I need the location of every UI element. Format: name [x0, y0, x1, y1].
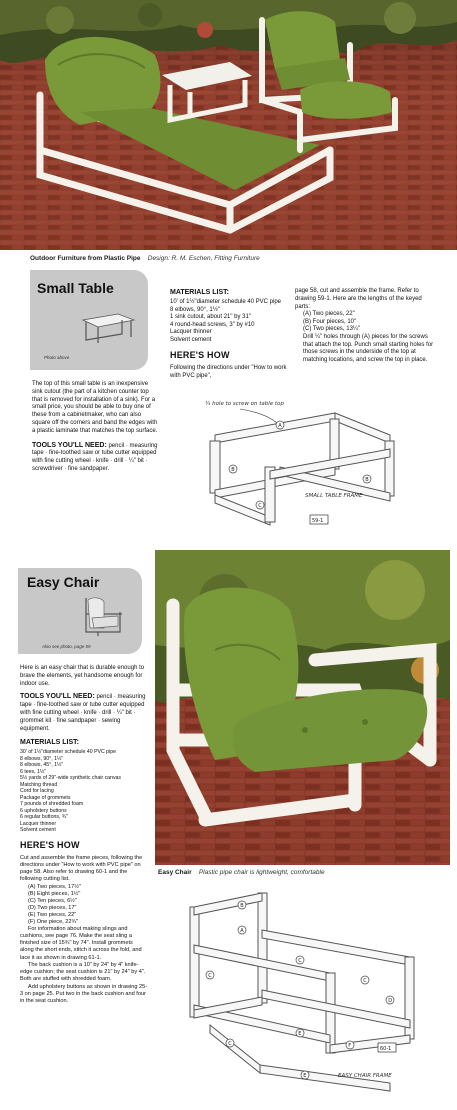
svg-text:E: E: [303, 1073, 307, 1079]
svg-text:B: B: [365, 477, 369, 483]
easy-chair-frame-drawing: [150, 885, 450, 1100]
small-table-howto-cont-text: page 58, cut and assemble the frame. Refer to drawing 59-1. Here are the lengths of the keyed parts:: [295, 288, 422, 310]
small-table-materials-heading: MATERIALS LIST:: [170, 289, 229, 296]
small-table-howto-heading: HERE'S HOW: [170, 350, 230, 361]
list-item: 6 tees, 1½": [20, 768, 47, 775]
easy-chair-materials-heading: MATERIALS LIST:: [20, 739, 79, 747]
list-item: Package of grommets: [20, 794, 71, 801]
easy-chair-howto-heading: HERE'S HOW: [20, 839, 80, 850]
svg-text:C: C: [298, 958, 302, 964]
easy-chair-photo-note: Also see photo, page 59: [42, 644, 91, 649]
easy-chair-tools-heading: TOOLS YOU'LL NEED:: [20, 693, 95, 701]
easy-chair-caption-title: Easy Chair: [158, 869, 192, 876]
small-table-drawing-label: SMALL TABLE FRAME: [305, 493, 363, 499]
svg-text:E: E: [298, 1031, 302, 1037]
easy-chair-drawing-number: 60-1: [380, 1046, 392, 1052]
svg-text:D: D: [388, 998, 393, 1004]
small-table-title: Small Table: [37, 280, 114, 296]
list-item: 7 pounds of shredded foam: [20, 801, 84, 808]
small-table-howto-intro: Following the directions under "How to work with PVC pipe",: [170, 364, 287, 379]
list-item: 4 round-head screws, 3" by #10: [170, 321, 255, 328]
easy-chair-tools-text: pencil · measuring tape · fine-toothed saw or tube cutter equipped with fine cutting wheel · knife · drill · ¼" bit · grommet kit · fine sandpaper · sewing equipment.: [20, 694, 146, 732]
small-table-howto-end: Drill ¼" holes through (A) pieces for the screws that attach the top. Punch small starting holes for those screws in the underside of the top at matching locations, and screw the top in place.: [303, 333, 434, 364]
easy-chair-materials-list: [20, 749, 148, 834]
easy-chair-thumbnail-icon: [80, 592, 130, 638]
small-table-title-box: [30, 270, 148, 370]
svg-text:C: C: [363, 978, 367, 984]
svg-text:B: B: [231, 467, 235, 473]
easy-chair-text: [20, 665, 148, 1006]
list-item: 8 elbows, 90°, 1½": [170, 306, 220, 313]
list-item: (C) Two pieces, 13¼": [303, 326, 361, 333]
list-item: 5½ yards of 29"-wide synthetic chair canvas: [20, 775, 122, 782]
easy-chair-title: Easy Chair: [27, 574, 100, 590]
svg-text:C: C: [208, 973, 212, 979]
list-item: 6 regular buttons, ¾": [20, 814, 68, 821]
hero-caption-title: Outdoor Furniture from Plastic Pipe: [30, 255, 141, 262]
hero-caption-credit: Design: R. M. Eschen, Fitting Furniture: [147, 255, 260, 262]
hero-caption: [30, 255, 450, 263]
svg-text:B: B: [240, 903, 244, 909]
small-table-drawing-number: 59-1: [312, 518, 324, 524]
easy-chair-howto-p2: For information about making slings and cushions, see page 76. Make the seat sling a finished size of 15¾" by 74". Install grommets along the short ends, stitch it across the fold, and lace it as shown in drawing 61-1.: [20, 925, 142, 961]
svg-text:A: A: [240, 928, 244, 934]
easy-chair-caption-text: Plastic pipe chair is lightweight, comfortable: [198, 869, 325, 876]
small-table-tools-heading: TOOLS YOU'LL NEED:: [32, 441, 107, 449]
list-item: Lacquer thinner: [20, 820, 57, 827]
small-table-intro-text: The top of this small table is an inexpensive sink cutout (the part of a kitchen counter top that is removed for installation of a sink). For a small price, you should be able to buy one of these from a cabinetmaker, who can also square off the corners and band the edges with a plastic laminate that matches the top surface.: [32, 381, 158, 434]
easy-chair-howto-intro: Cut and assemble the frame pieces, following the directions under "How to work with PVC pipe" on page 58. Also refer to drawing 60-1 and the following cutting list.: [20, 854, 143, 883]
list-item: 8 elbows, 45°, 1½": [20, 762, 64, 769]
small-table-materials: [170, 288, 288, 380]
small-table-drawing-note: ¼ hole to screw on table top: [205, 401, 284, 407]
small-table-tools-text: pencil · measuring tape · fine-toothed saw or tube cutter equipped with fine cutting wheel · knife · drill · ¼" bit · screwdriver · fine sandpaper.: [32, 442, 158, 472]
easy-chair-photo: [155, 550, 450, 865]
list-item: Solvent cement: [20, 827, 56, 834]
list-item: (D) Two pieces, 17": [28, 904, 77, 911]
list-item: Matching thread: [20, 781, 58, 788]
hero-photo: [0, 0, 457, 250]
svg-text:A: A: [278, 423, 282, 429]
svg-text:C: C: [258, 503, 262, 509]
easy-chair-howto-p3: The back cushion is a 10" by 24" by 4" knife-edge cushion; the seat cushion is 21" by 24" by 4". Both are stuffed with shredded foam.: [20, 961, 146, 983]
list-item: Solvent cement: [170, 336, 212, 343]
list-item: 10' of 1½"diameter schedule 40 PVC pipe: [170, 299, 282, 306]
easy-chair-intro: Here is an easy chair that is durable enough to brave the elements, yet handsome enough for indoor use.: [20, 665, 145, 687]
svg-text:F: F: [348, 1043, 352, 1049]
list-item: (E) Two pieces, 22": [28, 911, 77, 918]
list-item: Cord for lacing: [20, 788, 54, 795]
list-item: 8 elbows, 90°, 1½": [20, 755, 64, 762]
list-item: 30' of 1½"diameter schedule 40 PVC pipe: [20, 749, 116, 756]
small-table-materials-list: [170, 299, 288, 344]
list-item: (F) One piece, 22¾": [28, 918, 79, 925]
small-table-intro: [32, 381, 160, 474]
list-item: (C) Ten pieces, 6½": [28, 897, 77, 904]
list-item: (A) Two pieces, 22": [303, 311, 355, 318]
list-item: Lacquer thinner: [170, 329, 212, 336]
easy-chair-title-box: [18, 568, 142, 654]
small-table-photo-note: Photo above: [44, 355, 70, 360]
small-table-frame-drawing: [185, 395, 435, 530]
small-table-thumbnail-icon: [78, 310, 138, 346]
list-item: (B) Four pieces, 10": [303, 318, 357, 325]
list-item: (B) Eight pieces, 1½": [28, 890, 81, 897]
easy-chair-drawing-label: EASY CHAIR FRAME: [338, 1073, 392, 1079]
easy-chair-parts-list: [20, 884, 148, 926]
svg-text:C: C: [228, 1041, 232, 1047]
easy-chair-howto-p4: Add upholstery buttons as shown in drawing 25-3 on page 25. Put two in the back cushion and four in the seat cushion.: [20, 983, 148, 1005]
small-table-howto-cont: [295, 288, 435, 365]
list-item: (A) Two pieces, 17½": [28, 883, 81, 890]
easy-chair-caption: [158, 869, 448, 877]
small-table-parts-list: [295, 311, 435, 334]
list-item: 6 upholstery buttons: [20, 807, 67, 814]
list-item: 1 sink cutout, about 21" by 31": [170, 314, 251, 321]
